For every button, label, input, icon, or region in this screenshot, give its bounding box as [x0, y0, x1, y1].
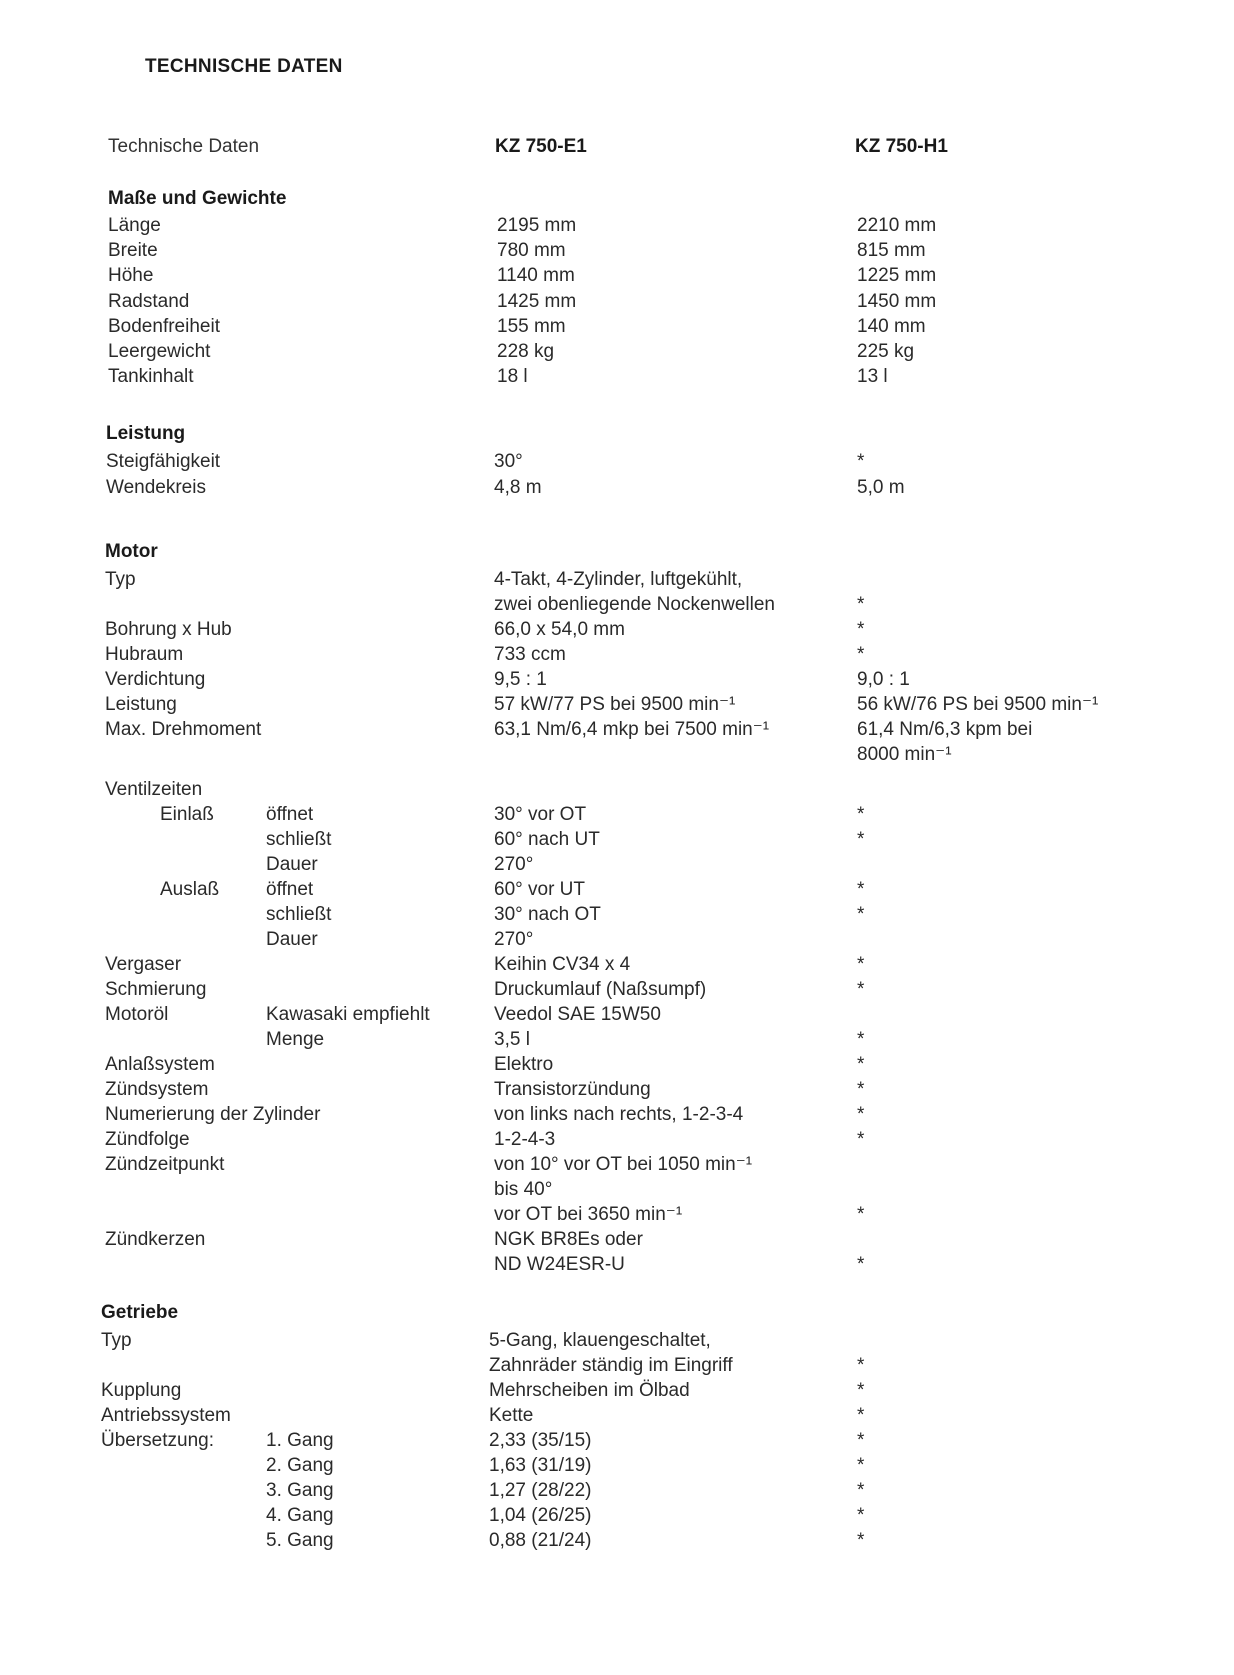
spec-sublabel: öffnet [266, 804, 314, 825]
value-h1: * [857, 1455, 865, 1476]
spec-row [0, 927, 1234, 953]
value-e1: 63,1 Nm/6,4 mkp bei 7500 min⁻¹ [494, 719, 770, 740]
value-h1: * [857, 954, 865, 975]
spec-row [0, 1002, 1234, 1028]
spec-row [0, 1403, 1234, 1429]
value-e1: 57 kW/77 PS bei 9500 min⁻¹ [494, 694, 736, 715]
value-e1: 270° [494, 929, 534, 950]
value-e1: 1140 mm [497, 265, 575, 287]
spec-label: Hubraum [105, 644, 184, 665]
spec-row [0, 314, 1234, 340]
spec-row [0, 902, 1234, 928]
value-e1: 66,0 x 54,0 mm [494, 619, 625, 640]
value-h1: * [857, 1530, 865, 1551]
spec-row [0, 692, 1234, 718]
value-h1: * [857, 1430, 865, 1451]
value-e1: 1425 mm [497, 290, 577, 312]
value-h1: * [857, 1405, 865, 1426]
value-h1: 225 kg [857, 341, 915, 362]
value-e1: 30° vor OT [494, 804, 587, 825]
header-model-h1: KZ 750-H1 [855, 136, 948, 157]
value-h1: * [857, 879, 865, 900]
value-e1: ND W24ESR-U [494, 1254, 625, 1275]
spec-label: Breite [108, 240, 158, 262]
spec-label: Länge [108, 215, 161, 236]
spec-row [0, 1202, 1234, 1228]
spec-sublabel: Kawasaki empfiehlt [266, 1004, 430, 1025]
value-e1: 4-Takt, 4-Zylinder, luftgekühlt, [494, 569, 743, 590]
spec-label: Zündkerzen [105, 1229, 206, 1250]
value-e1: 1,27 (28/22) [489, 1480, 592, 1501]
section-title: Maße und Gewichte [108, 188, 287, 209]
spec-label: Zündsystem [105, 1079, 209, 1100]
spec-label: Verdichtung [105, 669, 206, 690]
spec-row [0, 667, 1234, 693]
spec-row [0, 1378, 1234, 1404]
value-e1: Keihin CV34 x 4 [494, 954, 631, 975]
spec-label: Numerierung der Zylinder [105, 1104, 321, 1125]
value-e1: 2,33 (35/15) [489, 1430, 592, 1451]
spec-row [0, 777, 1234, 803]
value-e1: Elektro [494, 1054, 554, 1075]
value-e1: 1,04 (26/25) [489, 1505, 592, 1526]
spec-sublabel: Menge [266, 1029, 325, 1050]
value-e1: 5-Gang, klauengeschaltet, [489, 1330, 711, 1351]
spec-label: Wendekreis [106, 476, 206, 498]
spec-row [0, 238, 1234, 264]
value-e1: Mehrscheiben im Ölbad [489, 1380, 690, 1401]
value-h1: * [857, 804, 865, 825]
spec-sublabel: schließt [266, 829, 332, 850]
spec-sublabel: 1. Gang [266, 1430, 334, 1451]
spec-row [0, 1102, 1234, 1128]
spec-row [0, 592, 1234, 618]
spec-row [0, 263, 1234, 289]
spec-label: Auslaß [160, 879, 220, 900]
spec-sublabel: öffnet [266, 879, 314, 900]
value-h1: * [857, 1204, 865, 1225]
spec-label: Zündfolge [105, 1129, 190, 1150]
value-h1: 140 mm [857, 315, 926, 337]
value-h1: * [857, 1079, 865, 1100]
spec-row [0, 952, 1234, 978]
spec-label: Max. Drehmoment [105, 719, 262, 740]
value-e1: 9,5 : 1 [494, 669, 547, 690]
spec-sublabel: Dauer [266, 854, 318, 875]
spec-row [0, 449, 1234, 475]
spec-row [0, 1152, 1234, 1178]
spec-row [0, 289, 1234, 315]
value-e1: 30° nach OT [494, 904, 601, 925]
value-e1: Druckumlauf (Naßsumpf) [494, 979, 707, 1000]
spec-row [0, 567, 1234, 593]
spec-label: Leergewicht [108, 341, 211, 362]
spec-label: Radstand [108, 290, 190, 312]
value-e1: 30° [494, 451, 523, 472]
spec-label: Anlaßsystem [105, 1054, 215, 1075]
value-e1: zwei obenliegende Nockenwellen [494, 594, 775, 615]
value-e1: vor OT bei 3650 min⁻¹ [494, 1204, 683, 1225]
header-label: Technische Daten [108, 136, 260, 157]
spec-row [0, 1328, 1234, 1354]
spec-row [0, 1353, 1234, 1379]
spec-label: Bohrung x Hub [105, 619, 232, 640]
value-h1: * [857, 451, 865, 472]
spec-label: Zündzeitpunkt [105, 1154, 225, 1175]
value-e1: 18 l [497, 366, 528, 388]
spec-row [0, 827, 1234, 853]
spec-row [0, 1052, 1234, 1078]
spec-row [0, 852, 1234, 878]
spec-label: Bodenfreiheit [108, 315, 220, 337]
spec-row [0, 1428, 1234, 1454]
spec-label: Tankinhalt [108, 366, 194, 388]
value-h1: * [857, 644, 865, 665]
value-e1: 1,63 (31/19) [489, 1455, 592, 1476]
spec-row [0, 1478, 1234, 1504]
spec-row [0, 1177, 1234, 1203]
page-title: TECHNISCHE DATEN [145, 56, 343, 77]
value-h1: * [857, 594, 865, 615]
spec-row [0, 364, 1234, 390]
spec-row [0, 642, 1234, 668]
spec-label: Höhe [108, 265, 154, 287]
section-title: Motor [105, 541, 158, 562]
value-e1: 2195 mm [497, 215, 577, 236]
value-e1: Transistorzündung [494, 1079, 651, 1100]
value-h1: * [857, 619, 865, 640]
value-h1: * [857, 1254, 865, 1275]
value-e1: bis 40° [494, 1179, 553, 1200]
value-h1: * [857, 979, 865, 1000]
value-h1: 1225 mm [857, 265, 937, 287]
spec-row [0, 802, 1234, 828]
spec-row [0, 1528, 1234, 1554]
value-h1: * [857, 1029, 865, 1050]
spec-row [0, 977, 1234, 1003]
spec-label: Einlaß [160, 804, 214, 825]
spec-row [0, 339, 1234, 365]
spec-sublabel: Dauer [266, 929, 318, 950]
value-h1: * [857, 1104, 865, 1125]
spec-label: Kupplung [101, 1380, 182, 1401]
value-h1: 8000 min⁻¹ [857, 744, 952, 765]
spec-row [0, 213, 1234, 239]
value-e1: 155 mm [497, 315, 566, 337]
spec-label: Vergaser [105, 954, 182, 975]
value-e1: 780 mm [497, 240, 566, 262]
value-e1: Kette [489, 1405, 534, 1426]
value-h1: * [857, 829, 865, 850]
section-title: Getriebe [101, 1302, 179, 1323]
value-e1: 733 ccm [494, 644, 566, 665]
spec-row [0, 1027, 1234, 1053]
spec-row [0, 717, 1234, 743]
spec-label: Übersetzung: [101, 1430, 215, 1451]
spec-row [0, 475, 1234, 501]
spec-sublabel: 5. Gang [266, 1530, 334, 1551]
value-e1: von 10° vor OT bei 1050 min⁻¹ [494, 1154, 753, 1175]
spec-label: Typ [105, 569, 136, 590]
spec-row [0, 1453, 1234, 1479]
value-h1: 61,4 Nm/6,3 kpm bei [857, 719, 1033, 740]
value-e1: 60° nach UT [494, 829, 600, 850]
spec-row [0, 617, 1234, 643]
value-h1: * [857, 1480, 865, 1501]
value-h1: * [857, 1355, 865, 1376]
spec-row [0, 1077, 1234, 1103]
value-h1: 9,0 : 1 [857, 669, 910, 690]
value-e1: Zahnräder ständig im Eingriff [489, 1355, 733, 1376]
value-e1: 60° vor UT [494, 879, 586, 900]
value-h1: 2210 mm [857, 215, 937, 236]
header-model-e1: KZ 750-E1 [495, 136, 587, 157]
spec-label: Steigfähigkeit [106, 451, 221, 472]
value-e1: 4,8 m [494, 476, 542, 498]
spec-sublabel: 4. Gang [266, 1505, 334, 1526]
spec-sublabel: 3. Gang [266, 1480, 334, 1501]
value-h1: 5,0 m [857, 476, 905, 498]
spec-row [0, 1227, 1234, 1253]
spec-row [0, 1503, 1234, 1529]
section-title: Leistung [106, 423, 186, 444]
value-h1: 13 l [857, 366, 888, 388]
spec-row [0, 1252, 1234, 1278]
spec-label: Motoröl [105, 1004, 169, 1025]
value-e1: 3,5 l [494, 1029, 530, 1050]
value-e1: NGK BR8Es oder [494, 1229, 643, 1250]
spec-sublabel: schließt [266, 904, 332, 925]
value-h1: 815 mm [857, 240, 926, 262]
value-e1: 270° [494, 854, 534, 875]
value-h1: 1450 mm [857, 290, 937, 312]
value-e1: 0,88 (21/24) [489, 1530, 592, 1551]
value-h1: 56 kW/76 PS bei 9500 min⁻¹ [857, 694, 1099, 715]
spec-label: Typ [101, 1330, 132, 1351]
value-h1: * [857, 904, 865, 925]
spec-label: Leistung [105, 694, 177, 715]
value-h1: * [857, 1380, 865, 1401]
value-e1: 228 kg [497, 341, 555, 362]
spec-sublabel: 2. Gang [266, 1455, 334, 1476]
value-e1: Veedol SAE 15W50 [494, 1004, 661, 1025]
spec-row [0, 742, 1234, 768]
spec-label: Antriebssystem [101, 1405, 231, 1426]
value-h1: * [857, 1054, 865, 1075]
value-e1: von links nach rechts, 1-2-3-4 [494, 1104, 744, 1125]
value-h1: * [857, 1129, 865, 1150]
value-h1: * [857, 1505, 865, 1526]
spec-row [0, 1127, 1234, 1153]
spec-row [0, 877, 1234, 903]
spec-label: Ventilzeiten [105, 779, 203, 800]
spec-label: Schmierung [105, 979, 207, 1000]
value-e1: 1-2-4-3 [494, 1129, 556, 1150]
